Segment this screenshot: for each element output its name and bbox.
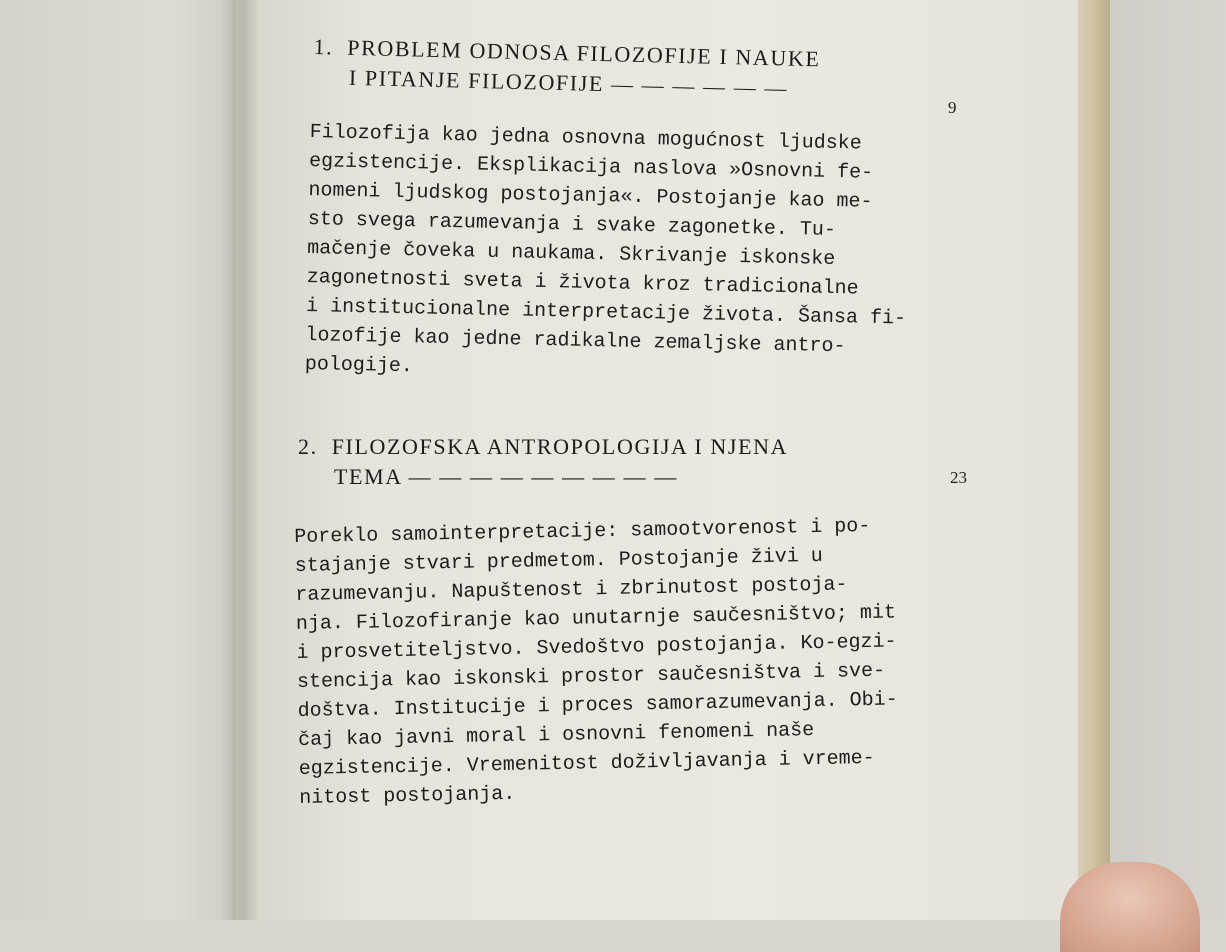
- description-line: nitost postojanja.: [299, 782, 516, 810]
- description-line: Filozofija kao jedna osnovna mogućnost ljudske: [309, 120, 862, 156]
- toc-entry-1-title: PROBLEM ODNOSA FILOZOFIJE I NAUKE: [347, 34, 821, 72]
- toc-entry-2-title-line1: [298, 432, 918, 462]
- toc-entry-2-title-line2: TEMA — — — — — — — — —: [334, 464, 678, 489]
- toc-entry-2-title: FILOZOFSKA ANTROPOLOGIJA I NJENA: [331, 434, 789, 459]
- toc-entry-2-description: [294, 511, 919, 813]
- description-line: razumevanju. Napuštenost i zbrinutost postoja-: [295, 573, 848, 607]
- book-gutter: [220, 0, 260, 920]
- description-line: i prosvetiteljstvo. Svedoštvo postojanja. Ko-egzi-: [296, 630, 897, 665]
- description-line: Poreklo samointerpretacije: samootvorenost i po-: [294, 514, 871, 549]
- description-line: lozofije kao jedne radikalne zemaljske antro-: [305, 323, 846, 359]
- toc-entry-2-heading: [298, 432, 918, 492]
- description-line: sto svega razumevanja i svake zagonetke. Tu-: [307, 207, 837, 243]
- left-page: [0, 0, 240, 920]
- toc-entry-1-description: [305, 118, 930, 392]
- description-line: egzistencije. Vremenitost doživljavanja i vreme-: [298, 746, 875, 781]
- backdrop: [1110, 0, 1226, 920]
- description-line: čaj kao javni moral i osnovni fenomeni naše: [297, 719, 815, 752]
- description-line: egzistencije. Eksplikacija naslova »Osnovni fe-: [308, 149, 874, 185]
- description-line: nja. Filozofiranje kao unutarnje saučesništvo; mit: [295, 601, 897, 636]
- toc-entry-2-number: 2.: [298, 434, 318, 459]
- description-line: pologije.: [304, 352, 414, 379]
- description-line: zagonetnosti sveta i života kroz tradicionalne: [306, 265, 859, 301]
- toc-entry-2-page: 23: [950, 468, 967, 487]
- toc-entry-1-number: 1.: [313, 33, 334, 60]
- description-line: stencija kao iskonski prostor saučesništva i sve-: [296, 659, 886, 694]
- description-line: nomeni ljudskog postojanja«. Postojanje kao me-: [308, 178, 873, 214]
- finger: [1060, 862, 1200, 952]
- description-line: mačenje čoveka u naukama. Skrivanje iskonske: [307, 236, 836, 272]
- description-line: doštva. Institucije i proces samorazumevanja. Obi-: [297, 688, 898, 723]
- toc-entry-1-page: 9: [948, 98, 957, 117]
- page-edge: [1078, 0, 1112, 920]
- description-line: stajanje stvari predmetom. Postojanje živi u: [294, 544, 824, 578]
- description-line: i institucionalne interpretacije života. Šansa fi-: [305, 294, 907, 331]
- toc-entry-1-title-line2: I PITANJE FILOZOFIJE — — — — — —: [348, 64, 789, 101]
